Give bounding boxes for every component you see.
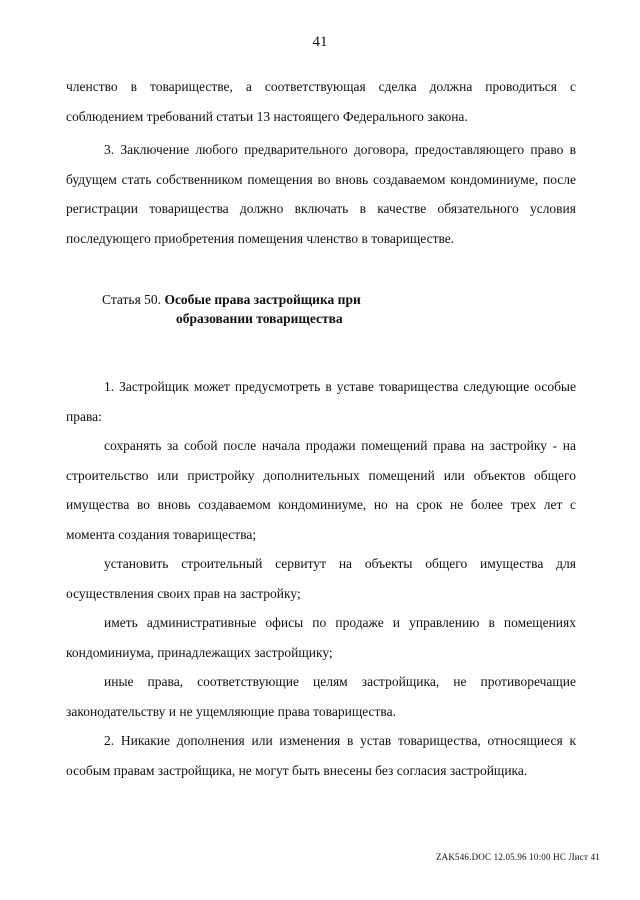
paragraph-clause-2: 2. Никакие дополнения или изменения в устав товарищества, относящиеся к особым правам застройщика, не могут быть внесены без согласия застройщика.: [66, 733, 576, 778]
article-label: Статья 50.: [102, 292, 162, 307]
document-footer: ZAK546.DOC 12.05.96 10:00 НС Лист 41: [435, 852, 600, 862]
paragraph-clause-1: 1. Застройщик может предусмотреть в уставе товарищества следующие особые права:: [66, 379, 576, 424]
paragraph-right-servitude: установить строительный сервитут на объекты общего имущества для осуществления своих прав на застройку;: [66, 556, 576, 601]
paragraph-clause-3: 3. Заключение любого предварительного договора, предоставляющего право в будущем стать собственником помещения во вновь создаваемом кондоминиуме, после регистрации товарищества должно включать в качестве обязательного условия последующего приобретения помещения членство в товариществе.: [66, 142, 576, 246]
page-number: 41: [312, 34, 328, 50]
paragraph-right-offices: иметь административные офисы по продаже и управлению в помещениях кондоминиума, принадлежащих застройщику;: [66, 615, 576, 660]
article-title-line1: Особые права застройщика при: [164, 292, 361, 307]
paragraph-continuation: членство в товариществе, а соответствующая сделка должна проводиться с соблюдением требований статьи 13 настоящего Федерального закона.: [66, 79, 576, 124]
document-body: [66, 72, 576, 785]
article-title-line2: образовании товарищества: [176, 311, 343, 326]
article-heading: [102, 290, 576, 328]
paragraph-right-other: иные права, соответствующие целям застройщика, не противоречащие законодательству и не ущемляющие права товарищества.: [66, 674, 576, 719]
paragraph-right-building: сохранять за собой после начала продажи помещений права на застройку - на строительство или пристройку дополнительных помещений или объектов общего имущества во вновь создаваемом кондоминиуме, но на срок не более трех лет с момента создания товарищества;: [66, 438, 576, 542]
